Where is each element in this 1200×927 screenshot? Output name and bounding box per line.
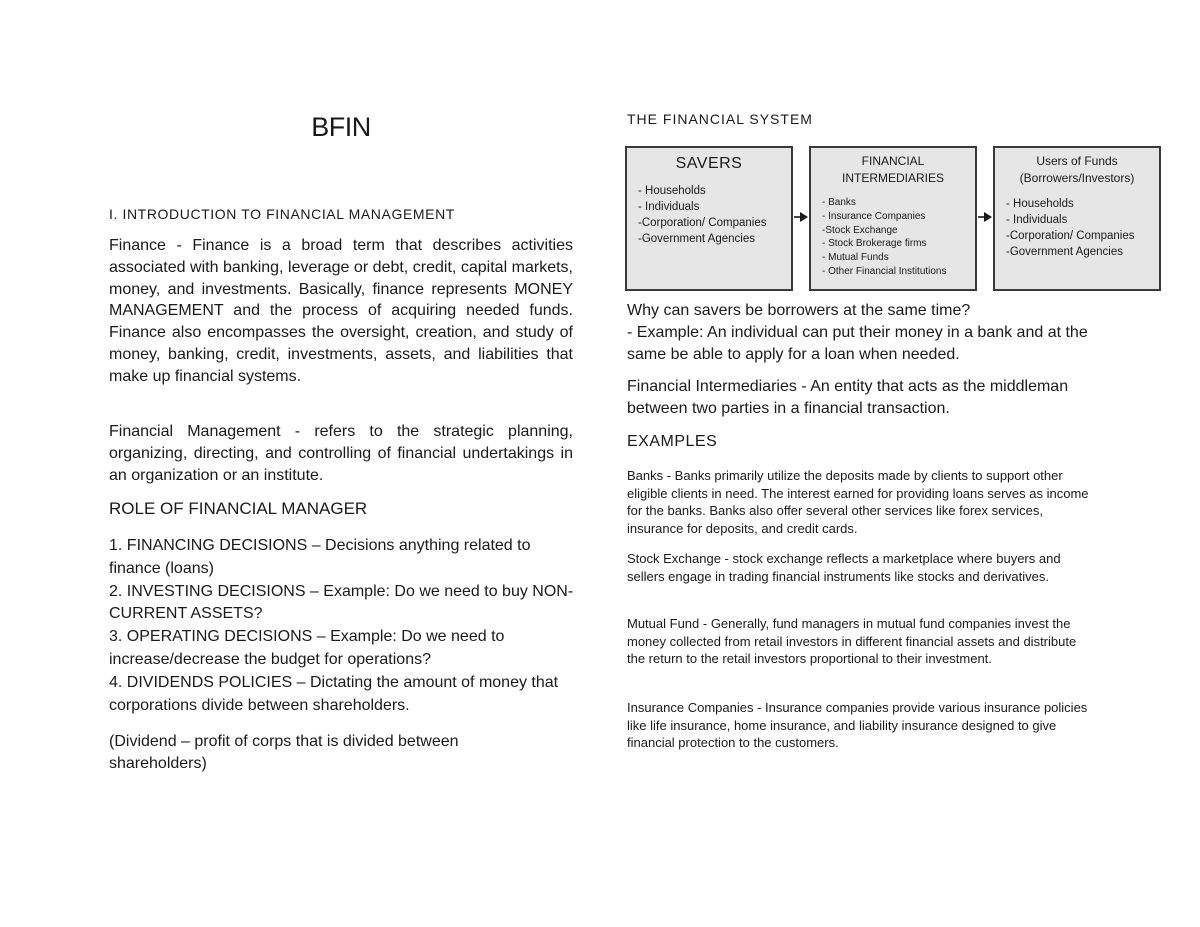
financial-management-text: Financial Management - refers to the strategic planning, organizing, directing, and controlling of financial undertakings in an organization or an institute.: [109, 423, 573, 484]
savers-item: -Government Agencies: [638, 233, 755, 245]
savers-item: - Individuals: [638, 201, 700, 213]
role-item-investing: 2. INVESTING DECISIONS – Example: Do we need to buy NON-CURRENT ASSETS?: [109, 582, 574, 623]
users-item: -Government Agencies: [1006, 246, 1123, 258]
savers-item: - Households: [638, 185, 706, 197]
users-title-line2: (Borrowers/Investors): [1019, 170, 1135, 185]
finance-definition-text: Finance - Finance is a broad term that describes activities associated with banking, leverage or debt, credit, capital markets, money, and investments. Basically, finance represents MONEY MANAGEMENT and the process of acquiring needed funds. Finance also encompasses the oversight, creation, and study of money, banking, credit, investments, assets, and liabilities that make up financial systems.: [109, 237, 573, 385]
savers-box: [625, 146, 793, 291]
example-mutual-fund: [627, 615, 1097, 668]
users-item: - Households: [1006, 198, 1074, 210]
users-title: [995, 153, 1159, 186]
role-item-financing: 1. FINANCING DECISIONS – Decisions anything related to finance (loans): [109, 537, 531, 577]
users-of-funds-box: [993, 146, 1161, 291]
role-item-dividends: 4. DIVIDENDS POLICIES – Dictating the amount of money that corporations divide between shareholders.: [109, 673, 559, 714]
example-mutual-text: Mutual Fund - Generally, fund managers in mutual fund companies invest the money collected from retail investors in different financial assets and distribute the return to the retail investors proportional to their investment.: [627, 616, 1077, 667]
intermediaries-item: - Mutual Funds: [822, 252, 889, 264]
intermediaries-title-line1: FINANCIAL: [861, 154, 925, 168]
users-title-line1: Users of Funds: [1036, 154, 1118, 168]
intermediaries-title-line2: INTERMEDIARIES: [841, 170, 944, 185]
example-insurance-text: Insurance Companies - Insurance companies provide various insurance policies like life insurance, home insurance, and liability insurance designed to give financial protection to the customers.: [627, 700, 1088, 751]
users-item: -Corporation/ Companies: [1006, 230, 1135, 242]
intermediaries-item: - Other Financial Institutions: [822, 265, 947, 277]
role-heading: ROLE OF FINANCIAL MANAGER: [109, 499, 368, 518]
example-stock-exchange: [627, 550, 1097, 585]
users-item: - Individuals: [1006, 214, 1068, 226]
dividend-note: (Dividend – profit of corps that is divided between shareholders): [109, 733, 459, 772]
example-banks-text: Banks - Banks primarily utilize the deposits made by clients to support other eligible clients in need. The interest earned for providing loans serves as income for the banks. Banks also offer several other services like forex services, insurance for deposits, and credit cards.: [627, 468, 1089, 536]
savers-list: [627, 183, 791, 247]
savers-borrowers-question: [627, 300, 1097, 366]
arrow-right-icon: [978, 207, 992, 227]
example-stock-text: Stock Exchange - stock exchange reflects a marketplace where buyers and sellers engage in trading financial instruments like stocks and derivatives.: [627, 551, 1061, 584]
intermediaries-item: - Insurance Companies: [822, 210, 926, 222]
users-list: [995, 196, 1159, 260]
intermediaries-box: [809, 146, 977, 291]
intermediaries-title: [811, 153, 975, 186]
financial-system-heading: THE FINANCIAL SYSTEM: [627, 111, 813, 127]
role-list: [109, 535, 579, 717]
intermediaries-item: - Banks: [822, 197, 856, 208]
why-answer-text: - Example: An individual can put their money in a bank and at the same be able to apply for a loan when needed.: [627, 324, 1088, 363]
financial-management-definition: [109, 421, 573, 486]
example-insurance: [627, 699, 1097, 752]
intermediaries-item: -Stock Exchange: [822, 224, 898, 236]
section-heading-introduction: I. INTRODUCTION TO FINANCIAL MANAGEMENT: [109, 206, 455, 222]
role-item-operating: 3. OPERATING DECISIONS – Example: Do we need to increase/decrease the budget for operations?: [109, 628, 505, 668]
page-title: BFIN: [311, 112, 371, 142]
examples-heading: EXAMPLES: [627, 433, 718, 450]
finance-definition: [109, 235, 573, 388]
why-question-text: Why can savers be borrowers at the same time?: [627, 302, 971, 319]
financial-intermediaries-definition: Financial Intermediaries - An entity that acts as the middleman between two parties in a financial transaction.: [627, 378, 1069, 417]
intermediaries-item: - Stock Brokerage firms: [822, 238, 927, 250]
intermediaries-list: [811, 196, 975, 279]
arrow-right-icon: [794, 207, 808, 227]
savers-item: -Corporation/ Companies: [638, 217, 767, 229]
example-banks: [627, 467, 1097, 537]
savers-title: SAVERS: [675, 155, 743, 172]
